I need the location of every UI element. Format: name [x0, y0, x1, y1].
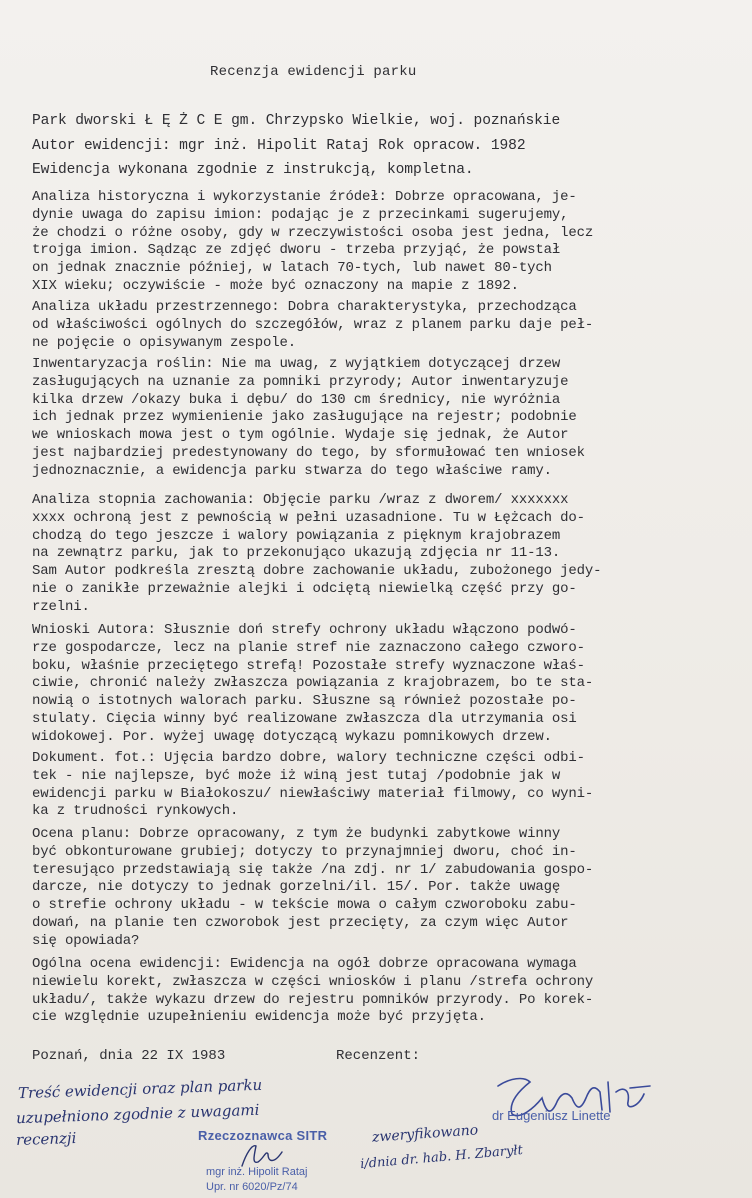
text-line: na zewnątrz parku, jak to przekonująco ukazują zdjęcia nr 11-13. [32, 545, 561, 562]
text-line: o strefie ochrony układu - w tekście mowa o całym czworoboku zabu- [32, 897, 577, 914]
text-line: Analiza układu przestrzennego: Dobra charakterystyka, przechodząca [32, 299, 577, 315]
text-line: Ogólna ocena ewidencji: Ewidencja na ogół dobrze opracowana wymaga [32, 956, 577, 972]
text-line: nowią o istotnych walorach parku. Słuszne są również pozostałe po- [32, 693, 577, 710]
text-line: ne pojęcie o opisywanym zespole. [32, 334, 297, 351]
paragraph-preservation-analysis [32, 492, 732, 617]
text-line: Dokument. fot.: Ujęcia bardzo dobre, walory techniczne części odbi- [32, 750, 585, 766]
text-line: ewidencji parku w Białokoszu/ niewłaściwy materiał filmowy, co wyni- [32, 785, 594, 802]
text-line: xxxx ochroną jest z pewnością w pełni uzasadnione. Tu w Łężcach do- [32, 509, 585, 526]
text-line: ich jednak przez wymienienie jako zasługujące na rejestr; podobnie [32, 409, 577, 426]
place-date: Poznań, dnia 22 IX 1983 [32, 1048, 226, 1064]
text-line: rzelni. [32, 598, 90, 615]
text-line: Wnioski Autora: Słusznie doń strefy ochrony układu włączono podwó- [32, 622, 577, 638]
handwritten-note-line: Treść ewidencji oraz plan parku [17, 1075, 263, 1103]
text-line: chodzą do tego jeszcze i walory powiązania z pięknym krajobrazem [32, 527, 561, 544]
handwritten-note-line: uzupełniono zgodnie z uwagami [15, 1100, 260, 1128]
handwritten-verification: zweryfikowano [371, 1122, 479, 1146]
text-line: że chodzi o różne osoby, gdy w rzeczywistości osoba jest jedna, lecz [32, 224, 594, 241]
text-line: teresująco przedstawiają się także /na zdj. nr 1/ zabudowania gospo- [32, 861, 594, 878]
text-line: ka z trudności rynkowych. [32, 803, 239, 820]
paragraph-author-conclusions [32, 622, 732, 747]
paragraph-overall-assessment [32, 956, 732, 1027]
paragraph-historical-analysis [32, 189, 732, 296]
text-line: darcze, nie dotyczy to jednak gorzelni/il. 15/. Por. także uwagę [32, 879, 561, 896]
text-line: ciwie, chronić należy zwłaszcza powiązania z krajobrazem, bo te sta- [32, 675, 594, 692]
text-line: jednoznacznie, a ewidencja parku stwarza do tego właściwe ramy. [32, 462, 552, 479]
text-line: dynie uwaga do zapisu imion: podając je z przecinkami sugerujemy, [32, 206, 569, 223]
text-line: od właściwości ogólnych do szczegółów, wraz z planem parku daje peł- [32, 316, 594, 333]
park-line: Park dworski Ł Ę Ż C E gm. Chrzypsko Wielkie, woj. poznańskie [32, 113, 561, 129]
text-line: dowań, na planie ten czworobok jest przecięty, za czym więc Autor [32, 914, 569, 931]
text-line: XIX wieku; oczywiście - może być oznaczony na mapie z 1892. [32, 277, 519, 294]
paragraph-plant-inventory [32, 356, 732, 481]
reviewer-signature [490, 1068, 660, 1134]
text-line: niewielu korekt, zwłaszcza w części wniosków i planu /strefa ochrony [32, 973, 594, 990]
handwritten-verification: i/dnia dr. hab. H. Zbaryłt [359, 1142, 524, 1173]
text-line: jest najbardziej predestynowany do tego, by sformułować ten wniosek [32, 444, 585, 461]
text-line: zasługujących na uznanie za pomniki przyrody; Autor inwentaryzuje [32, 373, 569, 390]
text-line: Sam Autor podkreśla zresztą dobre zachowanie układu, zubożonego jedy- [32, 563, 602, 580]
text-line: trojga imion. Sądząc ze zdjęć dworu - trzeba przyjąć, że powstał [32, 242, 561, 259]
completeness-line: Ewidencja wykonana zgodnie z instrukcją, kompletna. [32, 162, 474, 178]
text-line: być obkonturowane grubiej; dotyczy to przynajmniej dworu, choć in- [32, 843, 577, 860]
text-line: się opowiada? [32, 932, 140, 949]
expert-stamp: Rzeczoznawca SITR [198, 1128, 328, 1143]
handwritten-note-line: recenzji [15, 1128, 77, 1150]
text-line: Analiza stopnia zachowania: Objęcie parku /wraz z dworem/ xxxxxxx [32, 492, 569, 508]
text-line: tek - nie najlepsze, być może iż winą jest tutaj /podobnie jak w [32, 767, 561, 784]
author-line: Autor ewidencji: mgr inż. Hipolit Rataj Rok opracow. 1982 [32, 138, 526, 154]
document-title: Recenzja ewidencji parku [210, 64, 417, 80]
paragraph-plan-assessment [32, 826, 732, 951]
text-line: we wnioskach mowa jest o tym ogólnie. Wydaje się jednak, że Autor [32, 427, 569, 444]
text-line: Analiza historyczna i wykorzystanie źródeł: Dobrze opracowana, je- [32, 189, 577, 205]
author-stamp-registration: Upr. nr 6020/Pz/74 [206, 1181, 298, 1193]
text-line: nie o zanikłe przeważnie alejki i odciętą niewielką część przy go- [32, 580, 577, 597]
text-line: on jednak znacznie później, w latach 70-tych, lub nawet 80-tych [32, 260, 552, 277]
paragraph-photo-documentation [32, 750, 732, 821]
reviewer-stamp: dr Eugeniusz Linette [492, 1108, 611, 1123]
text-line: rze gospodarcze, lecz na planie stref nie zaznaczono całego czworo- [32, 639, 585, 656]
text-line: Ocena planu: Dobrze opracowany, z tym że budynki zabytkowe winny [32, 826, 561, 842]
text-line: cie względnie uzupełnieniu ewidencja może być przyjęta. [32, 1009, 486, 1026]
text-line: układu/, także wykazu drzew do rejestru pomników przyrody. Po korek- [32, 991, 594, 1008]
paragraph-spatial-analysis [32, 299, 732, 352]
text-line: kilka drzew /okazy buka i dębu/ do 130 cm średnicy, nie wyróżnia [32, 391, 561, 408]
reviewer-label: Recenzent: [336, 1048, 421, 1064]
text-line: boku, właśnie przeciętego strefą! Pozostałe strefy wyznaczone właś- [32, 657, 585, 674]
text-line: widokowej. Por. wyżej uwagę dotyczącą wykazu pomnikowych drzew. [32, 728, 552, 745]
author-stamp-name: mgr inż. Hipolit Rataj [206, 1166, 308, 1178]
text-line: Inwentaryzacja roślin: Nie ma uwag, z wyjątkiem dotyczącej drzew [32, 356, 561, 372]
text-line: stulaty. Cięcia winny być realizowane zwłaszcza dla utrzymania osi [32, 710, 577, 727]
